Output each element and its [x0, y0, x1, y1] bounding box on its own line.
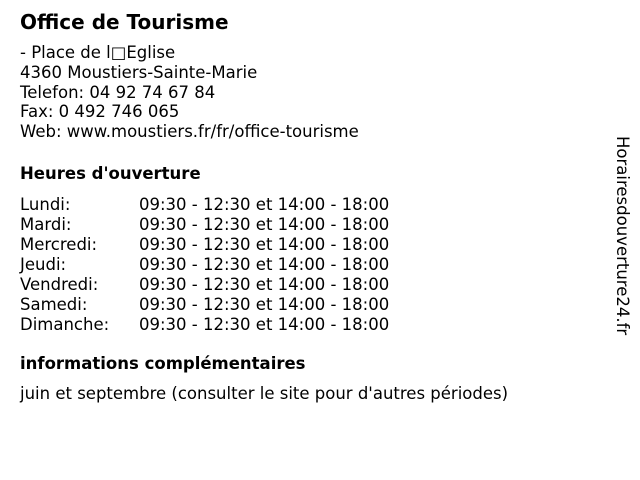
site-watermark: Horairesdouverture24.fr [613, 136, 632, 336]
street-line: - Place de l□Eglise [20, 43, 176, 62]
web-line: Web: www.moustiers.fr/fr/office-tourisme [20, 122, 359, 142]
time-range: 09:30 - 12:30 et 14:00 - 18:00 [139, 275, 390, 294]
day-label: Samedi: [20, 295, 88, 314]
additional-info-heading: informations complémentaires [20, 354, 306, 373]
city-line: 4360 Moustiers-Sainte-Marie [20, 62, 258, 82]
day-label: Mardi: [20, 215, 72, 234]
day-label: Jeudi: [20, 255, 67, 274]
fax-line: Fax: 0 492 746 065 [20, 102, 180, 122]
address-block [20, 43, 359, 142]
time-range: 09:30 - 12:30 et 14:00 - 18:00 [139, 295, 390, 314]
time-range: 09:30 - 12:30 et 14:00 - 18:00 [139, 235, 390, 254]
opening-hours-heading: Heures d'ouverture [20, 164, 201, 183]
additional-info-text: juin et septembre (consulter le site pour d'autres périodes) [20, 384, 509, 403]
phone-line: Telefon: 04 92 74 67 84 [20, 82, 216, 102]
office-title: Office de Tourisme [20, 10, 229, 34]
time-range: 09:30 - 12:30 et 14:00 - 18:00 [139, 215, 390, 234]
day-label: Dimanche: [20, 315, 110, 334]
day-label: Lundi: [20, 195, 71, 214]
time-range: 09:30 - 12:30 et 14:00 - 18:00 [139, 195, 390, 214]
time-range: 09:30 - 12:30 et 14:00 - 18:00 [139, 255, 390, 274]
day-label: Vendredi: [20, 275, 99, 294]
day-label: Mercredi: [20, 235, 98, 254]
time-range: 09:30 - 12:30 et 14:00 - 18:00 [139, 315, 390, 334]
